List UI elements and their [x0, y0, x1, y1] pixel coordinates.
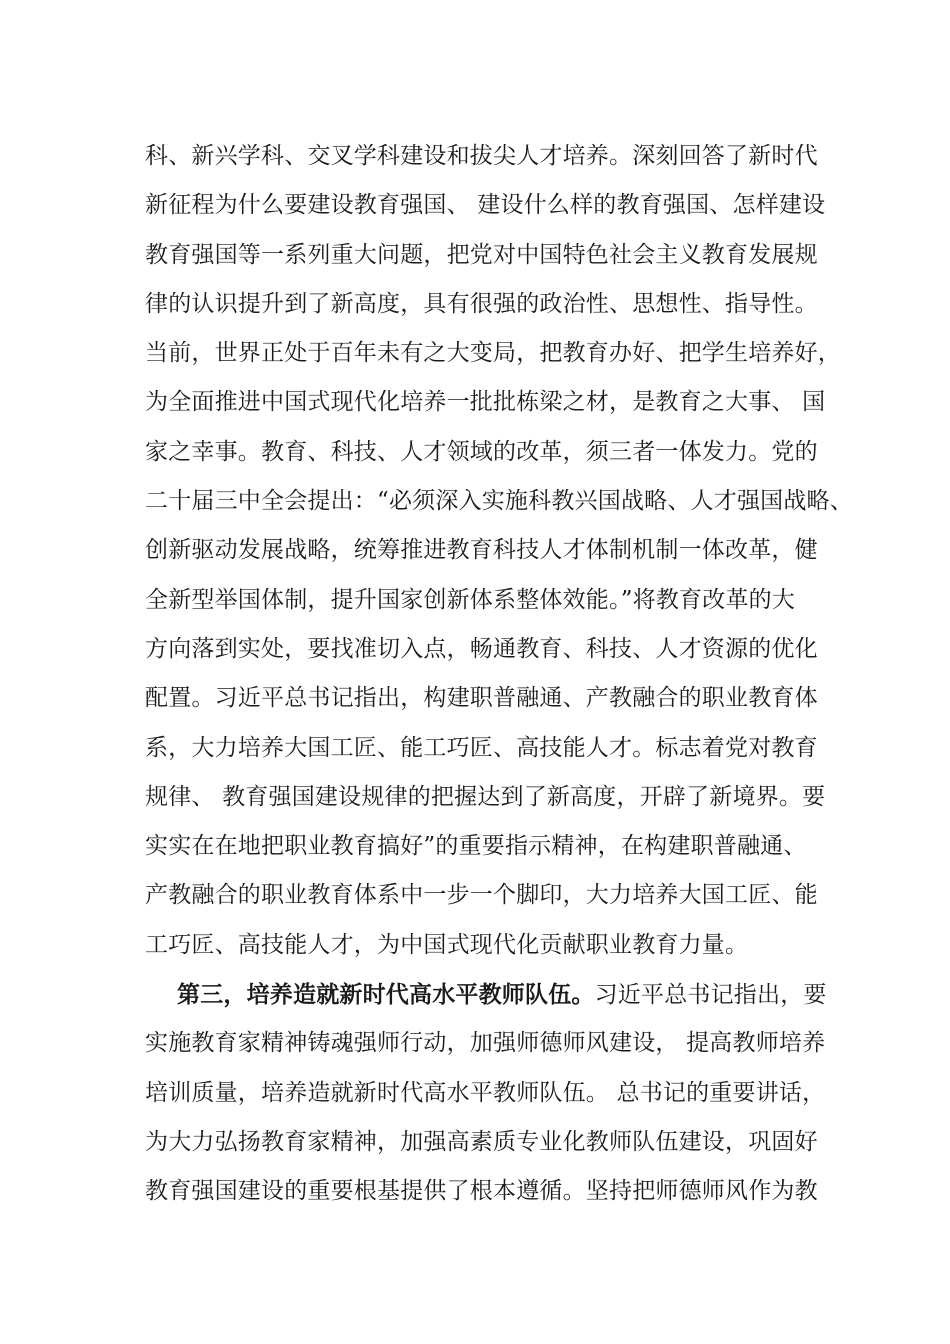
text-line: 二十届三中全会提出：“必须深入实施科教兴国战略、人才强国战略、: [145, 488, 853, 515]
text-line: 律的认识提升到了新高度，具有很强的政治性、思想性、指导性。: [145, 290, 818, 317]
text-line: 规律、 教育强国建设规律的把握达到了新高度，开辟了新境界。要: [145, 783, 826, 810]
text-line: 为全面推进中国式现代化培养一批批栋梁之材，是教育之大事、 国: [145, 389, 826, 416]
text-line: 为大力弘扬教育家精神，加强高素质专业化教师队伍建设，巩固好: [145, 1128, 818, 1155]
text-line: 当前，世界正处于百年未有之大变局，把教育办好、把学生培养好，: [145, 340, 841, 367]
text-line: 系，大力培养大国工匠、能工巧匠、高技能人才。标志着党对教育: [145, 734, 818, 761]
text-line: 实实在在地把职业教育搞好”的重要指示精神，在构建职普融通、: [145, 833, 807, 860]
text-line: 创新驱动发展战略，统筹推进教育科技人才体制机制一体改革，健: [145, 537, 818, 564]
text-run: 习近平总书记指出，要: [594, 982, 827, 1009]
text-line: 配置。习近平总书记指出，构建职普融通、产教融合的职业教育体: [145, 685, 818, 712]
paragraph-heading-line: [145, 970, 845, 1019]
text-line: 教育强国建设的重要根基提供了根本遵循。坚持把师德师风作为教: [145, 1178, 818, 1205]
text-line: 新征程为什么要建设教育强国、 建设什么样的教育强国、怎样建设: [145, 192, 826, 219]
text-line: 方向落到实处，要找准切入点，畅通教育、科技、人才资源的优化: [145, 635, 818, 662]
text-line: 教育强国等一系列重大问题，把党对中国特色社会主义教育发展规: [145, 241, 818, 268]
body-text: [145, 132, 853, 1217]
text-line: 产教融合的职业教育体系中一步一个脚印，大力培养大国工匠、能: [145, 882, 818, 909]
text-line: 家之幸事。教育、科技、人才领域的改革，须三者一体发力。党的: [145, 438, 818, 465]
text-line: 工巧匠、高技能人才，为中国式现代化贡献职业教育力量。: [145, 931, 749, 958]
text-line: 科、新兴学科、交叉学科建设和拔尖人才培养。深刻回答了新时代: [145, 143, 818, 169]
text-line: 培训质量，培养造就新时代高水平教师队伍。 总书记的重要讲话，: [145, 1079, 826, 1106]
text-line: 实施教育家精神铸魂强师行动，加强师德师风建设， 提高教师培养: [145, 1030, 826, 1057]
paragraph-heading: 第三，培养造就新时代高水平教师队伍。: [177, 981, 595, 1009]
text-line: 全新型举国体制，提升国家创新体系整体效能。”将教育改革的大: [145, 586, 796, 613]
